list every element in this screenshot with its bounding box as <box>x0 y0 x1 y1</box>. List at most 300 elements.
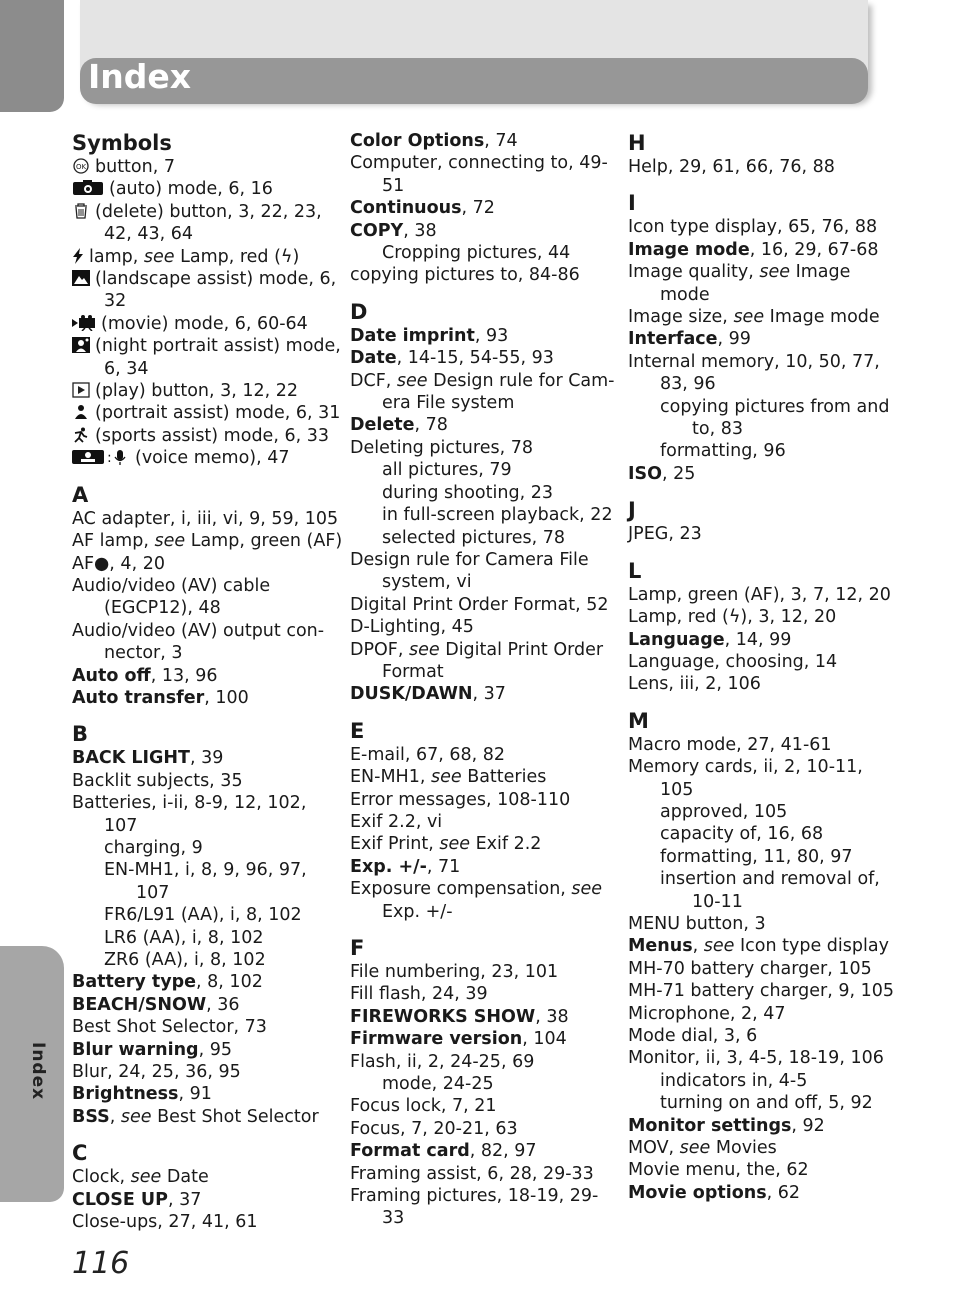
svg-text::: : <box>107 450 112 466</box>
entry-text: , 39 <box>190 748 224 769</box>
index-entry <box>350 594 620 616</box>
entry-text: Digital Print Order Format, 52 <box>350 594 609 615</box>
entry-text: EN-MH1, <box>350 767 431 788</box>
entry-text: (EGCP12), 48 <box>104 598 221 619</box>
entry-text: (landscape assist) mode, 6, <box>95 269 337 290</box>
entry-text: all pictures, 79 <box>382 460 512 481</box>
entry-text: , 99 <box>717 329 751 350</box>
index-entry-continuation <box>350 392 620 414</box>
index-subentry <box>628 1092 918 1114</box>
entry-text: , 14-15, 54-55, 93 <box>396 348 554 369</box>
entry-text: 6, 34 <box>104 358 149 379</box>
entry-text-after: Exif 2.2 <box>470 834 542 855</box>
index-entry <box>72 1189 342 1211</box>
entry-text: to, 83 <box>692 419 743 440</box>
index-entry <box>628 239 918 261</box>
index-subentry <box>72 927 342 949</box>
entry-text: during shooting, 23 <box>382 482 553 503</box>
index-entry <box>72 620 342 642</box>
see-reference: see <box>703 936 735 957</box>
entry-text-after: Lamp, green (AF) <box>185 531 343 552</box>
entry-text: mode, 24-25 <box>382 1074 494 1095</box>
entry-term: Date imprint <box>350 325 475 346</box>
entry-term: Blur warning <box>72 1039 199 1060</box>
index-entry-continuation <box>628 373 918 395</box>
index-entry <box>72 508 342 530</box>
index-subentry <box>72 837 342 859</box>
entry-text: copying pictures to, 84-86 <box>350 265 580 286</box>
index-entry <box>72 1016 342 1038</box>
entry-text: , 71 <box>426 856 461 877</box>
entry-text: 105 <box>660 779 694 800</box>
entry-text: mode <box>660 284 710 305</box>
entry-text: Exif Print, <box>350 834 440 855</box>
index-entry <box>628 1025 918 1047</box>
entry-text: , 92 <box>791 1115 825 1136</box>
index-entry <box>350 616 620 638</box>
entry-text: JPEG, 23 <box>628 524 702 545</box>
entry-text: , <box>109 1106 121 1127</box>
entry-text: MOV, <box>628 1138 680 1159</box>
index-subentry <box>628 396 918 418</box>
page-number: 116 <box>72 1246 130 1281</box>
entry-term: Format card <box>350 1141 470 1162</box>
entry-text: Cropping pictures, 44 <box>382 243 571 264</box>
entry-text-after: Batteries <box>461 767 547 788</box>
index-letter-a: A <box>72 482 89 507</box>
entry-text: , 62 <box>766 1182 801 1203</box>
see-reference: see <box>154 531 186 552</box>
entry-text: button, 7 <box>95 157 175 177</box>
index-entry <box>628 980 918 1002</box>
index-letter-i: I <box>628 191 636 216</box>
entry-text: 83, 96 <box>660 374 716 395</box>
index-entry <box>72 246 342 268</box>
entry-text: Batteries, i-ii, 8-9, 12, 102, <box>72 793 307 814</box>
entry-text-after: Image mode <box>764 307 880 328</box>
index-entry <box>72 1039 342 1061</box>
entry-term: ISO <box>628 463 662 484</box>
trash-icon <box>72 203 90 219</box>
see-reference: see <box>759 262 791 283</box>
entry-text: turning on and off, 5, 92 <box>660 1093 873 1114</box>
index-entry <box>350 639 620 661</box>
entry-term: Exp. +/- <box>350 856 427 877</box>
entry-text: Icon type display, 65, 76, 88 <box>628 217 878 238</box>
index-subentry <box>72 904 342 926</box>
entry-term: COPY <box>350 220 404 241</box>
index-entry <box>72 425 342 447</box>
entry-text: selected pictures, 78 <box>382 527 566 548</box>
index-letter-j: J <box>628 498 636 523</box>
index-entry <box>350 1140 620 1162</box>
entry-text: Computer, connecting to, 49- <box>350 153 608 174</box>
index-entry <box>628 734 918 756</box>
index-entry <box>350 130 620 152</box>
entry-text: Mode dial, 3, 6 <box>628 1026 758 1046</box>
index-entry-continuation <box>350 175 620 197</box>
movie-icon <box>72 315 96 331</box>
entry-text-after: Icon type display <box>734 936 889 957</box>
entry-text: AF●, 4, 20 <box>72 553 165 574</box>
index-column-1 <box>72 130 342 1233</box>
index-entry <box>350 856 620 878</box>
entry-text: Lamp, red (ϟ), 3, 12, 20 <box>628 607 837 628</box>
index-entry-continuation <box>350 661 620 683</box>
entry-text: nector, 3 <box>104 643 183 664</box>
index-letter-m: M <box>628 708 649 733</box>
entry-text: Clock, <box>72 1167 131 1188</box>
index-entry <box>72 1061 342 1083</box>
entry-text: File numbering, 23, 101 <box>350 962 559 982</box>
index-letter-symbols: Symbols <box>72 131 172 155</box>
index-column-2 <box>350 130 620 1230</box>
entry-term: Image mode <box>628 239 750 260</box>
index-entry <box>628 606 918 628</box>
entry-text: MENU button, 3 <box>628 913 766 934</box>
index-entry <box>72 1166 342 1188</box>
section-tab-label: Index <box>28 1042 48 1101</box>
see-reference: see <box>130 1167 162 1188</box>
see-reference: see <box>143 246 175 267</box>
entry-text: , 25 <box>662 463 696 484</box>
index-entry-continuation <box>72 815 342 837</box>
entry-text: Focus lock, 7, 21 <box>350 1096 497 1117</box>
entry-text: FR6/L91 (AA), i, 8, 102 <box>104 905 302 926</box>
entry-text: (portrait assist) mode, 6, 31 <box>95 403 341 424</box>
index-entry <box>628 1047 918 1069</box>
index-entry <box>628 351 918 373</box>
index-entry <box>350 220 620 242</box>
index-entry <box>350 766 620 788</box>
index-entry <box>628 673 918 695</box>
entry-text: , 38 <box>535 1006 569 1027</box>
index-entry <box>350 683 620 705</box>
entry-text-after: Design rule for Cam- <box>427 370 615 391</box>
entry-term: Auto transfer <box>72 687 205 708</box>
entry-term: Firmware version <box>350 1029 523 1050</box>
index-entry <box>72 665 342 687</box>
entry-text: Framing pictures, 18-19, 29- <box>350 1186 599 1207</box>
index-entry-continuation <box>72 642 342 664</box>
see-reference: see <box>571 879 603 900</box>
index-entry <box>628 584 918 606</box>
see-reference: see <box>679 1138 711 1159</box>
entry-term: CLOSE UP <box>72 1189 168 1210</box>
entry-term: DUSK/DAWN <box>350 684 473 705</box>
entry-text: , 37 <box>472 684 506 705</box>
index-subentry <box>350 527 620 549</box>
entry-text: , 14, 99 <box>724 629 792 650</box>
entry-text: D-Lighting, 45 <box>350 617 474 638</box>
index-entry-continuation <box>628 284 918 306</box>
ok-icon <box>72 158 90 174</box>
entry-text: Movie menu, the, 62 <box>628 1160 809 1181</box>
index-entry <box>628 523 918 545</box>
entry-term: BEACH/SNOW <box>72 994 207 1015</box>
entry-text: era File system <box>382 393 515 414</box>
svg-text:OK: OK <box>75 163 87 171</box>
index-entry <box>72 268 342 290</box>
entry-text: MH-71 battery charger, 9, 105 <box>628 981 895 1002</box>
entry-text: Deleting pictures, 78 <box>350 437 533 458</box>
index-subentry <box>628 846 918 868</box>
index-entry <box>350 811 620 833</box>
index-entry <box>350 437 620 459</box>
entry-text: 33 <box>382 1208 405 1229</box>
entry-text: Design rule for Camera File <box>350 549 589 570</box>
index-entry-continuation <box>72 358 342 380</box>
index-subentry <box>350 242 620 264</box>
see-reference: see <box>430 767 462 788</box>
page-title: Index <box>88 57 192 96</box>
entry-text: Internal memory, 10, 50, 77, <box>628 351 880 372</box>
entry-text-after: Best Shot Selector <box>151 1106 319 1127</box>
entry-text: (movie) mode, 6, 60-64 <box>101 313 308 334</box>
see-reference: see <box>409 639 440 660</box>
entry-term: Brightness <box>72 1084 179 1105</box>
entry-text: Monitor, ii, 3, 4-5, 18-19, 106 <box>628 1048 884 1069</box>
entry-text: capacity of, 16, 68 <box>660 824 824 845</box>
index-entry-continuation <box>350 1207 620 1229</box>
entry-text: , 16, 29, 67-68 <box>749 239 879 260</box>
entry-text: Language, choosing, 14 <box>628 651 838 672</box>
entry-text: Backlit subjects, 35 <box>72 770 243 791</box>
see-reference: see <box>733 307 765 328</box>
index-entry <box>628 629 918 651</box>
index-entry <box>628 935 918 957</box>
index-entry <box>72 313 342 335</box>
entry-text: Exif 2.2, vi <box>350 811 443 832</box>
entry-text: Blur, 24, 25, 36, 95 <box>72 1062 241 1083</box>
index-entry <box>72 1106 342 1128</box>
entry-term: Continuous <box>350 198 462 219</box>
index-entry-continuation <box>72 597 342 619</box>
index-entry <box>628 463 918 485</box>
index-entry <box>350 264 620 286</box>
index-entry <box>72 687 342 709</box>
entry-text: , 72 <box>461 198 495 219</box>
flash-icon <box>72 248 84 264</box>
index-entry <box>350 197 620 219</box>
index-entry <box>72 156 342 178</box>
index-entry <box>72 747 342 769</box>
entry-text: insertion and removal of, <box>660 869 880 890</box>
index-entry-continuation <box>350 571 620 593</box>
entry-text: , <box>692 936 704 957</box>
entry-text: , 38 <box>403 220 437 241</box>
index-entry <box>350 1118 620 1140</box>
index-entry <box>72 178 342 200</box>
entry-text: AF lamp, <box>72 531 155 552</box>
entry-text: formatting, 11, 80, 97 <box>660 846 853 867</box>
index-entry <box>350 152 620 174</box>
index-entry <box>350 789 620 811</box>
entry-term: BACK LIGHT <box>72 748 190 769</box>
sports-icon <box>72 427 90 443</box>
index-entry <box>628 1137 918 1159</box>
entry-text: in full-screen playback, 22 <box>382 505 613 526</box>
index-entry <box>350 1006 620 1028</box>
index-entry <box>350 833 620 855</box>
index-entry-continuation <box>628 418 918 440</box>
index-entry <box>72 380 342 402</box>
entry-text: 51 <box>382 175 405 196</box>
entry-text: , 78 <box>414 415 448 436</box>
entry-term: Battery type <box>72 972 197 993</box>
entry-text: Framing assist, 6, 28, 29-33 <box>350 1163 594 1184</box>
index-letter-b: B <box>72 722 89 747</box>
see-reference: see <box>396 370 428 391</box>
entry-text: , 8, 102 <box>196 972 263 993</box>
index-entry-continuation <box>628 779 918 801</box>
entry-term: Delete <box>350 415 415 436</box>
voice-memo-icon <box>72 449 130 465</box>
index-subentry <box>628 440 918 462</box>
entry-text: Help, 29, 61, 66, 76, 88 <box>628 157 835 177</box>
index-entry-continuation <box>350 901 620 923</box>
index-entry <box>628 156 918 178</box>
index-subentry <box>628 868 918 890</box>
index-entry-continuation <box>72 882 342 904</box>
see-reference: see <box>439 834 471 855</box>
entry-text-after: Lamp, red (ϟ) <box>174 246 300 267</box>
entry-term: Monitor settings <box>628 1115 792 1136</box>
index-entry <box>350 325 620 347</box>
entry-text: , 82, 97 <box>469 1141 537 1162</box>
see-reference: see <box>120 1106 152 1127</box>
entry-text: formatting, 96 <box>660 441 786 462</box>
entry-text: EN-MH1, i, 8, 9, 96, 97, <box>104 860 307 881</box>
entry-text: Macro mode, 27, 41-61 <box>628 734 832 755</box>
entry-text: Audio/video (AV) cable <box>72 575 271 596</box>
entry-term: BSS <box>72 1106 110 1127</box>
index-entry <box>350 1185 620 1207</box>
index-entry <box>350 1095 620 1117</box>
entry-text: (auto) mode, 6, 16 <box>109 179 273 200</box>
entry-text: lamp, <box>89 246 144 267</box>
entry-text: Fill flash, 24, 39 <box>350 984 488 1005</box>
index-entry-continuation <box>628 891 918 913</box>
index-entry <box>72 1211 342 1233</box>
entry-text: (sports assist) mode, 6, 33 <box>95 425 329 446</box>
entry-text: Memory cards, ii, 2, 10-11, <box>628 757 863 778</box>
index-entry-continuation <box>72 290 342 312</box>
index-entry <box>350 961 620 983</box>
entry-text: approved, 105 <box>660 801 788 822</box>
index-entry <box>628 216 918 238</box>
index-entry <box>72 530 342 552</box>
entry-text: DPOF, <box>350 639 409 660</box>
entry-text: Flash, ii, 2, 24-25, 69 <box>350 1051 535 1072</box>
entry-term: Date <box>350 348 397 369</box>
entry-text: LR6 (AA), i, 8, 102 <box>104 927 264 948</box>
index-entry <box>350 414 620 436</box>
entry-text: Microphone, 2, 47 <box>628 1003 786 1024</box>
index-entry <box>350 549 620 571</box>
index-subentry <box>72 949 342 971</box>
corner-tab <box>0 0 64 112</box>
landscape-icon <box>72 270 90 286</box>
entry-text: Format <box>382 661 444 682</box>
entry-text: , 36 <box>206 994 240 1015</box>
entry-term: Menus <box>628 936 693 957</box>
entry-text: , 95 <box>198 1039 232 1060</box>
entry-text: , 104 <box>522 1029 567 1050</box>
camera-icon <box>72 180 104 196</box>
entry-text: (delete) button, 3, 22, 23, <box>95 201 322 222</box>
entry-term: Language <box>628 629 725 650</box>
entry-text: 42, 43, 64 <box>104 224 194 245</box>
index-letter-h: H <box>628 131 646 155</box>
entry-term: Color Options <box>350 131 485 151</box>
index-entry <box>72 402 342 424</box>
index-entry <box>350 983 620 1005</box>
index-subentry <box>628 823 918 845</box>
index-entry <box>628 913 918 935</box>
index-entry <box>350 370 620 392</box>
play-icon <box>72 382 90 398</box>
index-entry <box>72 575 342 597</box>
entry-text: Lamp, green (AF), 3, 7, 12, 20 <box>628 584 891 605</box>
entry-text: 10-11 <box>692 891 743 912</box>
entry-text: 107 <box>136 882 170 903</box>
index-entry <box>72 994 342 1016</box>
entry-text: ZR6 (AA), i, 8, 102 <box>104 950 266 970</box>
portrait-icon <box>72 404 90 420</box>
index-letter-c: C <box>72 1141 88 1166</box>
index-entry <box>350 1051 620 1073</box>
entry-text: , 100 <box>204 687 249 708</box>
index-entry-continuation <box>72 223 342 245</box>
index-column-3 <box>628 130 918 1204</box>
entry-text: , 74 <box>484 131 518 151</box>
entry-text: E-mail, 67, 68, 82 <box>350 744 506 765</box>
entry-text: Audio/video (AV) output con- <box>72 620 325 641</box>
title-banner <box>80 58 868 104</box>
index-letter-f: F <box>350 936 365 960</box>
index-entry <box>350 878 620 900</box>
index-entry <box>628 1003 918 1025</box>
index-entry <box>72 553 342 575</box>
index-entry <box>350 744 620 766</box>
entry-text: Close-ups, 27, 41, 61 <box>72 1212 258 1233</box>
index-entry <box>72 792 342 814</box>
index-entry <box>628 1182 918 1204</box>
entry-term: Movie options <box>628 1182 767 1203</box>
entry-text: , 93 <box>474 325 509 346</box>
entry-text-after: Movies <box>710 1138 777 1159</box>
index-entry <box>72 770 342 792</box>
entry-text: Best Shot Selector, 73 <box>72 1017 267 1038</box>
entry-text: Exposure compensation, <box>350 879 572 900</box>
entry-text: Lens, iii, 2, 106 <box>628 674 761 695</box>
entry-text: system, vi <box>382 572 472 593</box>
index-entry <box>628 328 918 350</box>
index-entry <box>350 347 620 369</box>
index-entry <box>72 971 342 993</box>
entry-text: Image size, <box>628 307 734 328</box>
index-entry <box>72 1083 342 1105</box>
entry-text: MH-70 battery charger, 105 <box>628 958 872 979</box>
index-letter-l: L <box>628 558 642 583</box>
index-letter-d: D <box>350 299 368 324</box>
entry-text: Image quality, <box>628 262 760 283</box>
entry-text: Focus, 7, 20-21, 63 <box>350 1118 518 1139</box>
entry-text: 107 <box>104 815 138 836</box>
index-letter-e: E <box>350 718 365 743</box>
entry-text: , 13, 96 <box>150 665 218 686</box>
